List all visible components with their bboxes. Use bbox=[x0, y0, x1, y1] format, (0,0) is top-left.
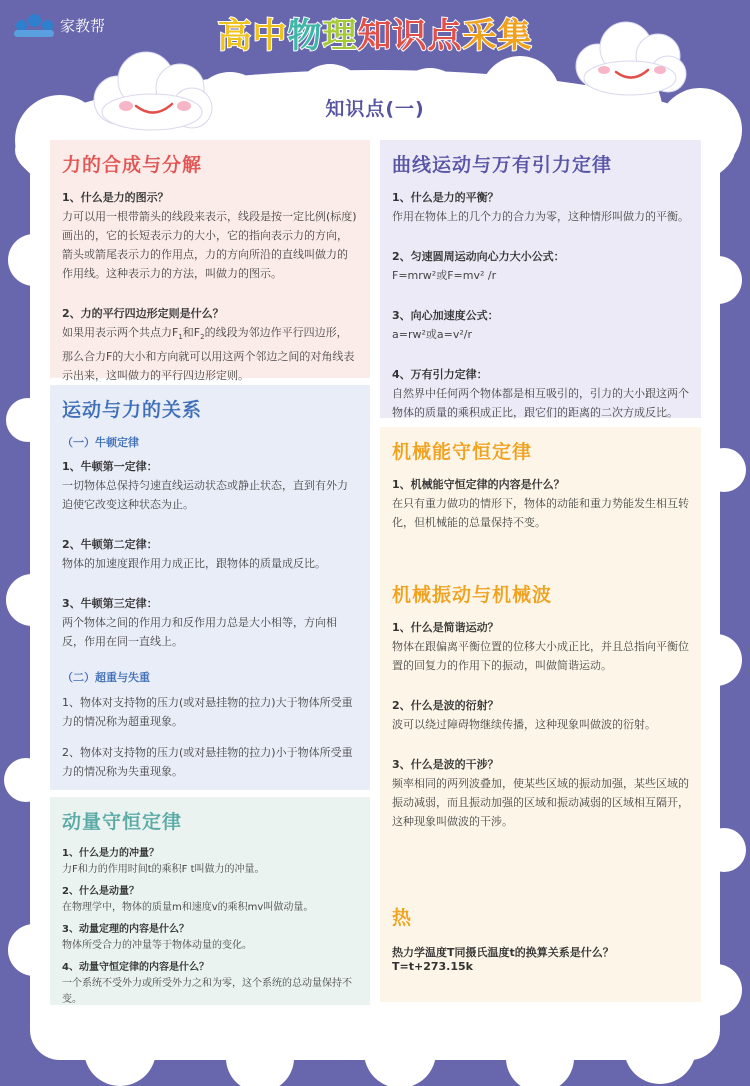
answer: F=mrw²或F=mv² /r bbox=[392, 269, 497, 282]
question: 2、力的平行四边形定则是什么？ bbox=[62, 307, 224, 320]
answer: 物体在跟偏离平衡位置的位移大小成正比，并且总指向平衡位置的回复力的作用下的振动，叫做简谐运动。 bbox=[392, 640, 689, 672]
section-title: 运动与力的关系 bbox=[62, 399, 203, 421]
section-mechanical-energy bbox=[380, 427, 701, 1002]
question: 4、万有引力定律： bbox=[392, 368, 488, 381]
section-title: 动量守恒定律 bbox=[62, 811, 183, 833]
answer: 作用在物体上的几个力的合力为零，这种情形叫做力的平衡。 bbox=[392, 210, 689, 223]
answer: 物体所受合力的冲量等于物体动量的变化。 bbox=[62, 940, 252, 951]
answer: 在只有重力做功的情形下，物体的动能和重力势能发生相互转化，但机械能的总量保持不变。 bbox=[392, 497, 689, 529]
section-curve-motion bbox=[380, 140, 701, 418]
title-char: 中 bbox=[252, 16, 288, 56]
answer: 力可以用一根带箭头的线段来表示，线段是按一定比例(标度)画出的，它的长短表示力的大小，它的指向表示力的方向，箭头或箭尾表示力的作用点，力的方向所沿的直线叫做力的作用线。这种表示力的方法，叫做力的图示。 bbox=[62, 210, 357, 280]
answer: 1、物体对支持物的压力(或对悬挂物的拉力)大于物体所受重力的情况称为超重现象。 bbox=[62, 696, 353, 728]
question: 1、什么是力的平衡？ bbox=[392, 191, 499, 204]
answer: 物体的加速度跟作用力成正比，跟物体的质量成反比。 bbox=[62, 557, 326, 570]
section-title-waves: 机械振动与机械波 bbox=[392, 584, 553, 606]
answer: 2、物体对支持物的压力(或对悬挂物的拉力)小于物体所受重力的情况称为失重现象。 bbox=[62, 746, 353, 778]
answer: 自然界中任何两个物体都是相互吸引的，引力的大小跟这两个物体的质量的乘积成正比，跟它们的距离的二次方成反比。 bbox=[392, 387, 689, 419]
answer: 两个物体之间的作用力和反作用力总是大小相等，方向相反，作用在同一直线上。 bbox=[62, 616, 337, 648]
answer: 波可以绕过障碍物继续传播，这种现象叫做波的衍射。 bbox=[392, 718, 656, 731]
title-char: 理 bbox=[322, 16, 358, 56]
question: 3、向心加速度公式： bbox=[392, 309, 499, 322]
section-motion-force bbox=[50, 385, 370, 790]
answer: 力F和力的作用时间t的乘积F t叫做力的冲量。 bbox=[62, 864, 265, 875]
title-char: 采 bbox=[462, 16, 498, 56]
question: 2、牛顿第二定律： bbox=[62, 538, 158, 551]
title-char: 识 bbox=[392, 16, 428, 56]
answer: 一个系统不受外力或所受外力之和为零，这个系统的总动量保持不变。 bbox=[62, 978, 352, 1005]
question: 3、什么是波的干涉？ bbox=[392, 758, 499, 771]
poster-subtitle: 知识点(一) bbox=[325, 98, 425, 120]
question: 3、动量定理的内容是什么？ bbox=[62, 924, 189, 935]
question: 热力学温度T同摄氏温度t的换算关系是什么？ T=t+273.15k bbox=[392, 946, 614, 973]
section-title: 力的合成与分解 bbox=[62, 154, 203, 176]
question: 1、什么是简谐运动？ bbox=[392, 621, 499, 634]
question: 2、什么是波的衍射？ bbox=[392, 699, 499, 712]
question: 2、匀速圆周运动向心力大小公式： bbox=[392, 250, 565, 263]
question: 3、牛顿第三定律： bbox=[62, 597, 158, 610]
answer: 如果用表示两个共点力$F_1$和$F_2$的线段为邻边作平行四边形，那么合力F的大小和方向就可以用这两个邻边之间的对角线表示出来，这叫做力的平行四边形定则。 bbox=[62, 326, 355, 383]
question: 1、什么是力的冲量？ bbox=[62, 848, 159, 859]
answer: 频率相同的两列波叠加，使某些区域的振动加强，某些区域的振动减弱，而且振动加强的区域和振动减弱的区域相互隔开，这种现象叫做波的干涉。 bbox=[392, 777, 689, 828]
question: 1、牛顿第一定律： bbox=[62, 460, 158, 473]
answer: 一切物体总保持匀速直线运动状态或静止状态，直到有外力迫使它改变这种状态为止。 bbox=[62, 479, 348, 511]
title-char: 点 bbox=[427, 16, 463, 56]
title-char: 物 bbox=[287, 16, 323, 56]
question: 2、什么是动量？ bbox=[62, 886, 139, 897]
title-char: 集 bbox=[497, 16, 533, 56]
section-title-heat: 热 bbox=[392, 907, 412, 929]
smiling-cloud-icon bbox=[570, 20, 690, 100]
section-title: 机械能守恒定律 bbox=[392, 441, 533, 463]
question: 1、机械能守恒定律的内容是什么？ bbox=[392, 478, 565, 491]
answer: 在物理学中，物体的质量m和速度v的乘积mv叫做动量。 bbox=[62, 902, 314, 913]
answer: a=rw²或a=v²/r bbox=[392, 328, 472, 341]
section-force-composition bbox=[50, 140, 370, 383]
title-char: 知 bbox=[357, 16, 393, 56]
subsection-title: （二）超重与失重 bbox=[62, 671, 150, 684]
subsection-title: （一）牛顿定律 bbox=[62, 436, 139, 449]
title-char: 高 bbox=[217, 16, 253, 56]
question: 1、什么是力的图示？ bbox=[62, 191, 169, 204]
section-momentum bbox=[50, 797, 370, 1005]
question: 4、动量守恒定律的内容是什么？ bbox=[62, 962, 209, 973]
section-title: 曲线运动与万有引力定律 bbox=[392, 154, 613, 176]
brand-name: 家教帮 bbox=[60, 16, 106, 35]
